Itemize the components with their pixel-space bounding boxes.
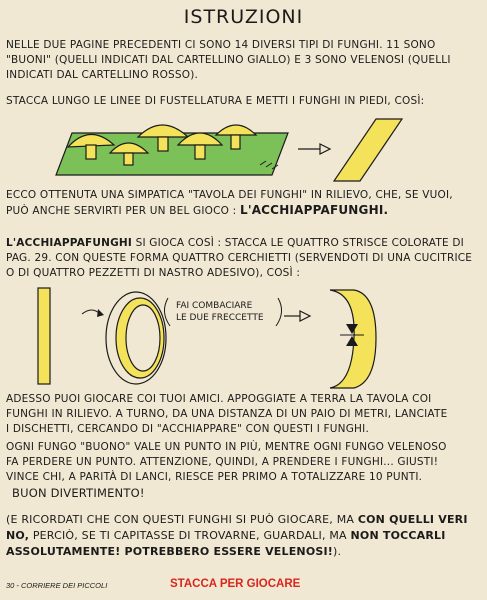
- game-line-3: O DI QUATTRO PEZZETTI DI NASTRO ADESIVO), COSÌ :: [6, 267, 301, 279]
- cut-out-banner: STACCA PER GIOCARE: [170, 578, 301, 590]
- warning-line-1: (E RICORDATI CHE CON QUESTI FUNGHI SI PUÒ GIOCARE, MA CON QUELLI VERI: [6, 513, 468, 526]
- play-line-3: I DISCHETTI, CERCANDO DI "ACCHIAPPARE" CON QUESTI I FUNGHI.: [6, 423, 369, 435]
- warning-line-3: ASSOLUTAMENTE! POTREBBERO ESSERE VELENOSI!).: [6, 545, 342, 558]
- game-line-1: L'ACCHIAPPAFUNGHI SI GIOCA COSÌ : STACCA LE QUATTRO STRISCE COLORATE DI: [6, 237, 464, 249]
- intro-line-1: NELLE DUE PAGINE PRECEDENTI CI SONO 14 DIVERSI TIPI DI FUNGHI. 11 SONO: [6, 39, 436, 51]
- arrow-right-icon: [298, 144, 330, 154]
- table-paragraph: [6, 188, 478, 219]
- warning-line-2: NO, PERCIÒ, SE TI CAPITASSE DI TROVARNE, GUARDALI, MA NON TOCCARLI: [6, 529, 446, 542]
- intro-line-3: INDICATI DAL CARTELLINO ROSSO).: [6, 69, 199, 81]
- ring-inner: [126, 305, 160, 371]
- yellow-strip-vertical: [38, 288, 50, 384]
- page-footer-label: 30 - CORRIERE DEI PICCOLI: [6, 581, 108, 590]
- game-name-inline: L'ACCHIAPPAFUNGHI: [6, 237, 133, 249]
- warning-paragraph: [6, 512, 478, 560]
- play-paragraph: [6, 392, 478, 437]
- play-line-2: FUNGHI IN RILIEVO. A TURNO, DA UNA DISTANZA DI UN PAIO DI METRI, LANCIATE: [6, 408, 448, 420]
- intro-line-2: "BUONI" (QUELLI INDICATI DAL CARTELLINO GIALLO) E 3 SONO VELENOSI (QUELLI: [6, 54, 451, 66]
- arrow-right-icon: [284, 311, 310, 321]
- step-detach-paragraph: [6, 94, 478, 109]
- table-line-2: PUÒ ANCHE SERVIRTI PER UN BEL GIOCO : L'ACCHIAPPAFUNGHI.: [6, 203, 389, 217]
- yellow-strip-shape: [334, 119, 402, 181]
- note-line-1: FAI COMBACIARE: [176, 301, 253, 311]
- rules-paragraph: [6, 440, 478, 485]
- rules-line-3: VINCE CHI, A PARITÀ DI LANCI, RIESCE PER PRIMO A TOTALIZZARE 10 PUNTI.: [6, 471, 423, 483]
- table-line-1: ECCO OTTENUTA UNA SIMPATICA "TAVOLA DEI FUNGHI" IN RILIEVO, CHE, SE VUOI,: [6, 189, 453, 201]
- game-name: L'ACCHIAPPAFUNGHI.: [239, 203, 389, 217]
- rules-line-2: FA PERDERE UN PUNTO. ATTENZIONE, QUINDI, A PRENDERE I FUNGHI... GIUSTI!: [6, 456, 439, 468]
- page-title: ISTRUZIONI: [183, 6, 304, 28]
- bracket-right: [276, 298, 282, 326]
- game-paragraph: [6, 236, 478, 281]
- play-line-1: ADESSO PUOI GIOCARE COI TUOI AMICI. APPOGGIATE A TERRA LA TAVOLA COI: [6, 393, 432, 405]
- table-name: "TAVOLA DEI FUNGHI": [187, 189, 308, 201]
- note-label: [176, 300, 264, 324]
- intro-paragraph: [6, 38, 478, 83]
- arrow-right-icon: [82, 309, 104, 317]
- game-line-2: PAG. 29. CON QUESTE FORMA QUATTRO CERCHIETTI (SERVENDOTI DI UNA CUCITRICE: [6, 252, 473, 264]
- rules-line-1: OGNI FUNGO "BUONO" VALE UN PUNTO IN PIÙ, MENTRE OGNI FUNGO VELENOSO: [6, 441, 447, 453]
- step-detach-line: STACCA LUNGO LE LINEE DI FUSTELLATURA E METTI I FUNGHI IN PIEDI, COSÌ:: [6, 95, 425, 107]
- bracket-left: [164, 298, 170, 326]
- closing-greeting: BUON DIVERTIMENTO!: [12, 486, 145, 500]
- mushroom-board-illustration: [50, 115, 430, 185]
- note-line-2: LE DUE FRECCETTE: [176, 313, 264, 323]
